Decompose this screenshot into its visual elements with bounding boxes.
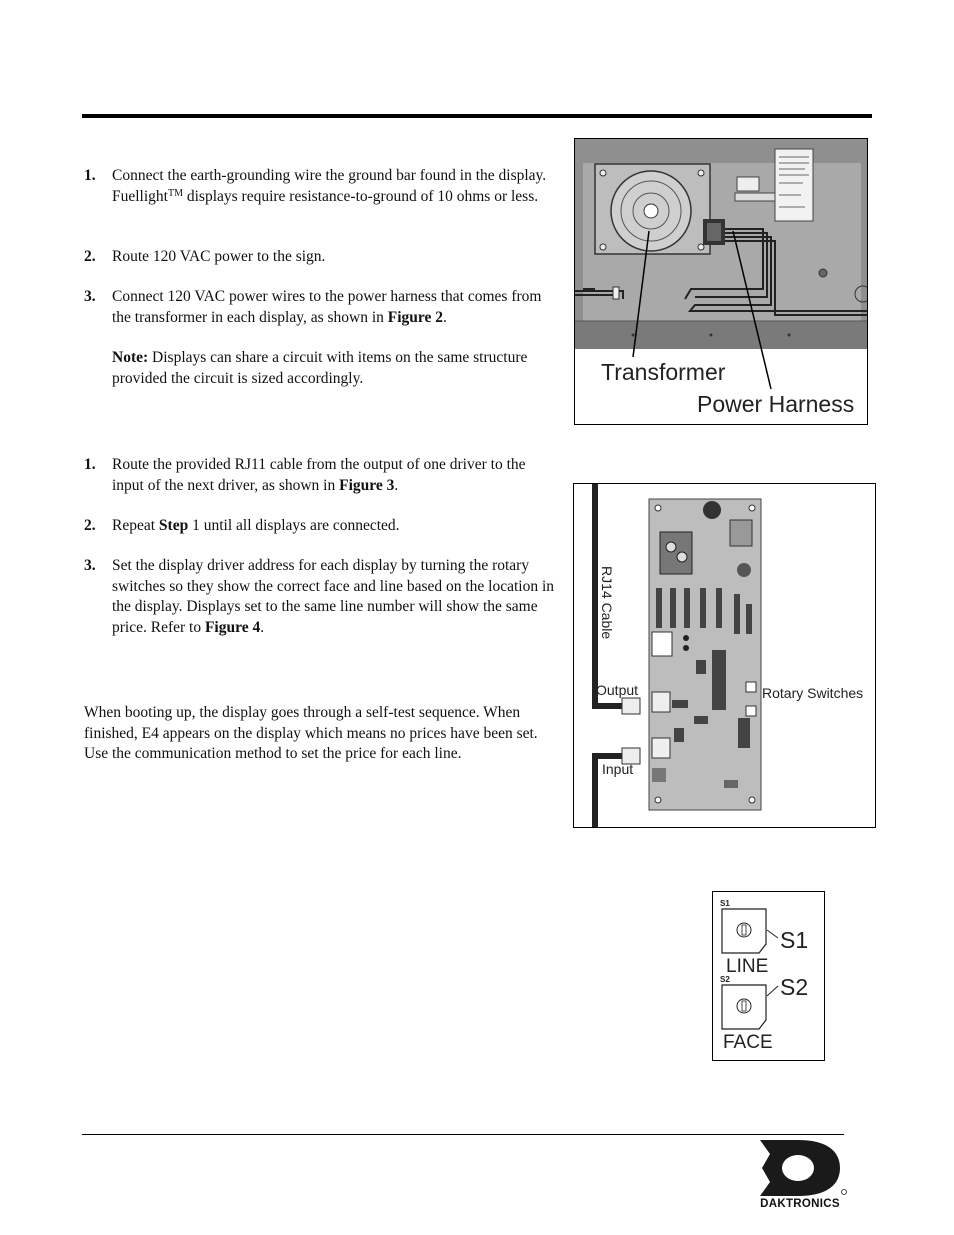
power-note <box>112 348 558 389</box>
s2-small-label: S2 <box>720 975 730 984</box>
step-number: 2. <box>84 248 96 265</box>
step-text: Connect the earth-grounding wire the ground bar found in the display. Fuellight <box>112 167 547 205</box>
boot-paragraph: When booting up, the display goes through a self-test sequence. When finished, E4 appears on the display which means no prices have been set. Use the communication method to set the price for each line. <box>84 704 538 762</box>
figure-ref: Figure 4 <box>204 618 261 636</box>
note-text: Displays can share a circuit with items on the same structure provided the circuit is sized accordingly. <box>112 349 528 387</box>
s1-label: S1 <box>780 927 809 953</box>
step-number: 1. <box>84 167 96 184</box>
power-step-1 <box>84 166 558 207</box>
header-rule <box>82 114 872 118</box>
signal-step-3: 3. Set the display driver address for each display by turning the rotary switches so they show the correct face and line based on the location in the display. Displays set to the same line number will show the same price. Refer to Figure 4. <box>84 557 555 636</box>
step-number: 2. <box>84 517 96 534</box>
output-label: Output <box>596 682 639 698</box>
step-text: Connect 120 VAC power wires to the power harness that comes from the transformer in each display, as shown in <box>112 288 542 326</box>
line-label: LINE <box>726 956 769 977</box>
daktronics-wordmark: DAKTRONICS <box>760 1198 840 1210</box>
signal-step-2: 2. Repeat Step 1 until all displays are connected. <box>84 516 558 537</box>
figure-3-driver-board <box>573 483 876 828</box>
power-step-3: 3. Connect 120 VAC power wires to the power harness that comes from the transformer in each display, as shown in Figure 2. <box>84 288 542 326</box>
rj14-cable-label: RJ14 Cable <box>599 566 615 640</box>
trademark: TM <box>167 187 183 199</box>
figure-ref: Figure 3 <box>339 476 395 494</box>
figure-ref: Figure 2 <box>387 308 444 326</box>
step-text: 1 until all displays are connected. <box>188 517 400 534</box>
step-ref: Step <box>158 517 189 534</box>
step-number: 3. <box>84 288 96 305</box>
rotary-switches-label: Rotary Switches <box>762 685 864 701</box>
figure-2-transformer-photo <box>574 138 868 425</box>
figure-4-rotary-switches <box>712 891 825 1061</box>
face-label: FACE <box>723 1032 773 1053</box>
s1-small-label: S1 <box>720 899 730 908</box>
s2-label: S2 <box>780 974 809 1000</box>
power-harness-label: Power Harness <box>697 391 855 417</box>
footer-rule <box>82 1134 844 1135</box>
power-step-2 <box>84 247 558 268</box>
note-label: Note: <box>112 349 149 366</box>
step-number: 3. <box>84 557 96 574</box>
transformer-label: Transformer <box>601 359 726 385</box>
step-text: Route the provided RJ11 cable from the output of one driver to the input of the next driver, as shown in <box>112 456 526 494</box>
input-label: Input <box>602 761 634 777</box>
step-text-cont: displays require resistance-to-ground of 10 ohms or less. <box>182 187 539 205</box>
step-number: 1. <box>84 456 96 473</box>
signal-step-1: 1. Route the provided RJ11 cable from the output of one driver to the input of the next driver, as shown in Figure 3. <box>84 456 526 494</box>
step-text: Route 120 VAC power to the sign. <box>112 248 326 265</box>
step-text: Set the display driver address for each display by turning the rotary switches so they show the correct face and line based on the location in the display. Displays set to the same line number will show the same price. Refer to <box>112 557 555 636</box>
